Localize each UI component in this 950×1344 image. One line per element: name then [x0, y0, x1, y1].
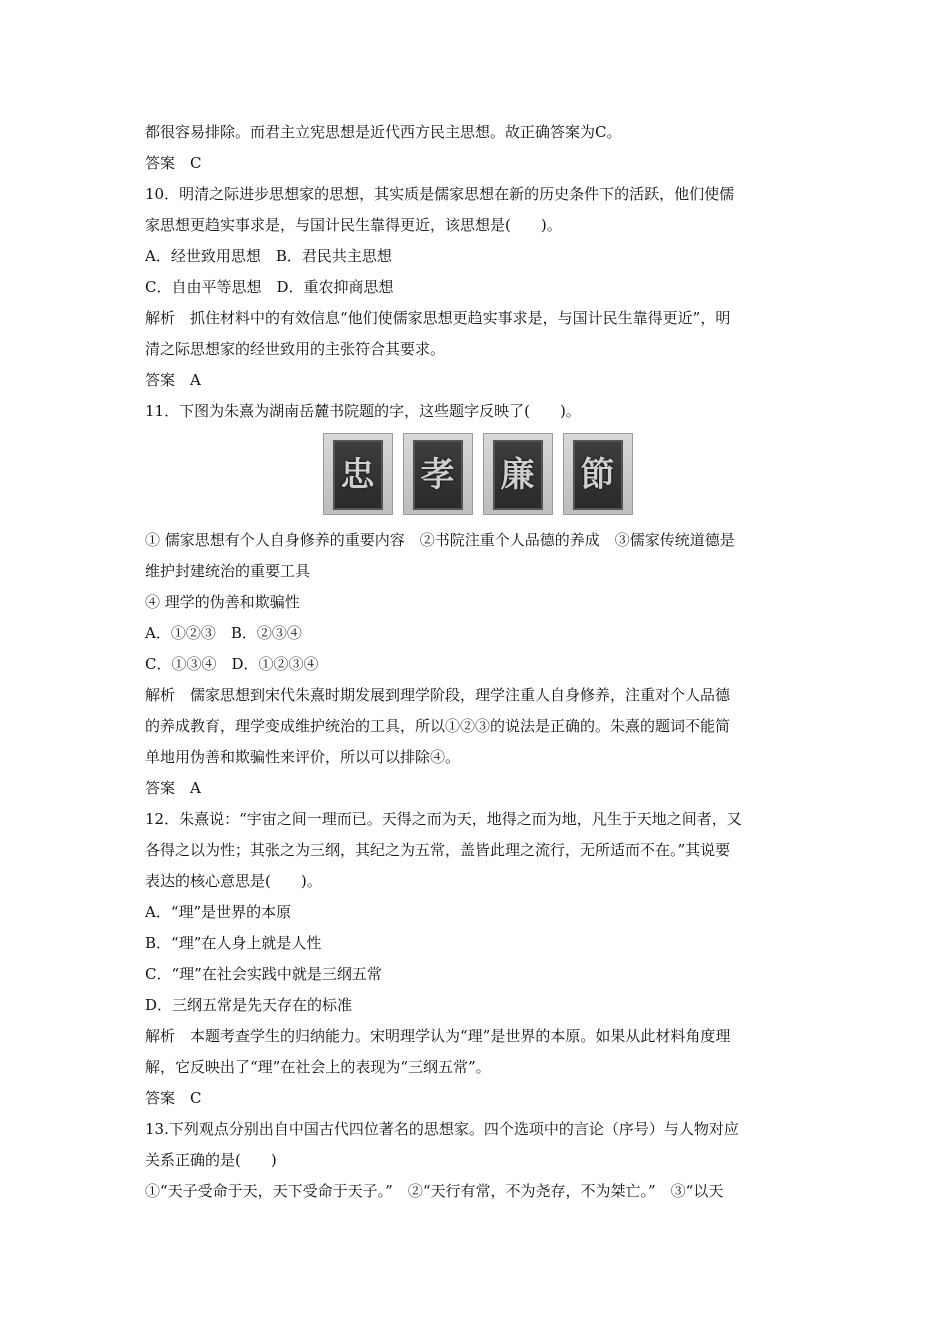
text-line: ① 儒家思想有个人自身修养的重要内容 ②书院注重个人品德的养成 ③儒家传统道德是 — [145, 531, 735, 549]
text-line: 的养成教育，理学变成维护统治的工具，所以①②③的说法是正确的。朱熹的题词不能简 — [145, 717, 731, 735]
text-block-top — [145, 117, 810, 427]
text-line: 10．明清之际进步思想家的思想，其实质是儒家思想在新的历史条件下的活跃，他们使儒 — [145, 185, 735, 203]
text-line: C．“理”在社会实践中就是三纲五常 — [145, 965, 382, 983]
text-line: D．三纲五常是先天存在的标准 — [145, 996, 353, 1014]
text-line: 单地用伪善和欺骗性来评价，所以可以排除④。 — [145, 748, 461, 766]
tablet-glyph: 節 — [580, 454, 615, 495]
calligraphy-image — [145, 433, 810, 515]
text-line: 答案 A — [145, 371, 201, 389]
text-line: C．自由平等思想 D．重农抑商思想 — [145, 278, 394, 296]
text-line: 解，它反映出了“理”在社会上的表现为“三纲五常”。 — [145, 1058, 491, 1076]
text-line: 解析 本题考查学生的归纳能力。宋明理学认为“理”是世界的本原。如果从此材料角度理 — [145, 1027, 731, 1045]
text-block-bottom — [145, 525, 810, 1207]
text-line: A．“理”是世界的本原 — [145, 903, 292, 921]
text-line: 各得之以为性；其张之为三纲，其纪之为五常，盖皆此理之流行，无所适而不在。”其说要 — [145, 841, 731, 859]
text-line: B．“理”在人身上就是人性 — [145, 934, 322, 952]
text-line: 清之际思想家的经世致用的主张符合其要求。 — [145, 340, 446, 358]
document-body — [145, 117, 810, 1207]
text-line: 维护封建统治的重要工具 — [145, 562, 311, 580]
text-line: 解析 抓住材料中的有效信息“他们使儒家思想更趋实事求是，与国计民生靠得更近”，明 — [145, 309, 731, 327]
text-line: 都很容易排除。而君主立宪思想是近代西方民主思想。故正确答案为C。 — [145, 123, 622, 141]
text-line: ④ 理学的伪善和欺骗性 — [145, 593, 300, 611]
text-line: 答案 A — [145, 779, 201, 797]
text-line: 13.下列观点分别出自中国古代四位著名的思想家。四个选项中的言论（序号）与人物对应 — [145, 1120, 739, 1138]
tablet-glyph: 孝 — [420, 454, 455, 495]
tablet-jie — [563, 433, 633, 515]
text-line: C．①③④ D．①②③④ — [145, 655, 319, 673]
text-line: 11．下图为朱熹为湖南岳麓书院题的字，这些题字反映了( )。 — [145, 402, 581, 420]
text-line: 关系正确的是( ) — [145, 1151, 277, 1169]
text-line: 12．朱熹说：“宇宙之间一理而已。天得之而为天，地得之而为地，凡生于天地之间者，又 — [145, 810, 742, 828]
tablet-glyph: 廉 — [500, 454, 535, 495]
text-line: ①“天子受命于天，天下受命于天子。” ②“天行有常，不为尧存，不为桀亡。” ③“以天 — [145, 1182, 724, 1200]
text-line: 表达的核心意思是( )。 — [145, 872, 322, 890]
tablet-xiao — [403, 433, 473, 515]
text-line: A．经世致用思想 B．君民共主思想 — [145, 247, 392, 265]
tablet-lian — [483, 433, 553, 515]
tablet-glyph: 忠 — [340, 454, 375, 495]
text-line: 家思想更趋实事求是，与国计民生靠得更近，该思想是( )。 — [145, 216, 562, 234]
tablet-zhong — [323, 433, 393, 515]
text-line: 解析 儒家思想到宋代朱熹时期发展到理学阶段，理学注重人自身修养，注重对个人品德 — [145, 686, 731, 704]
text-line: 答案 C — [145, 154, 202, 172]
text-line: 答案 C — [145, 1089, 202, 1107]
text-line: A．①②③ B．②③④ — [145, 624, 302, 642]
